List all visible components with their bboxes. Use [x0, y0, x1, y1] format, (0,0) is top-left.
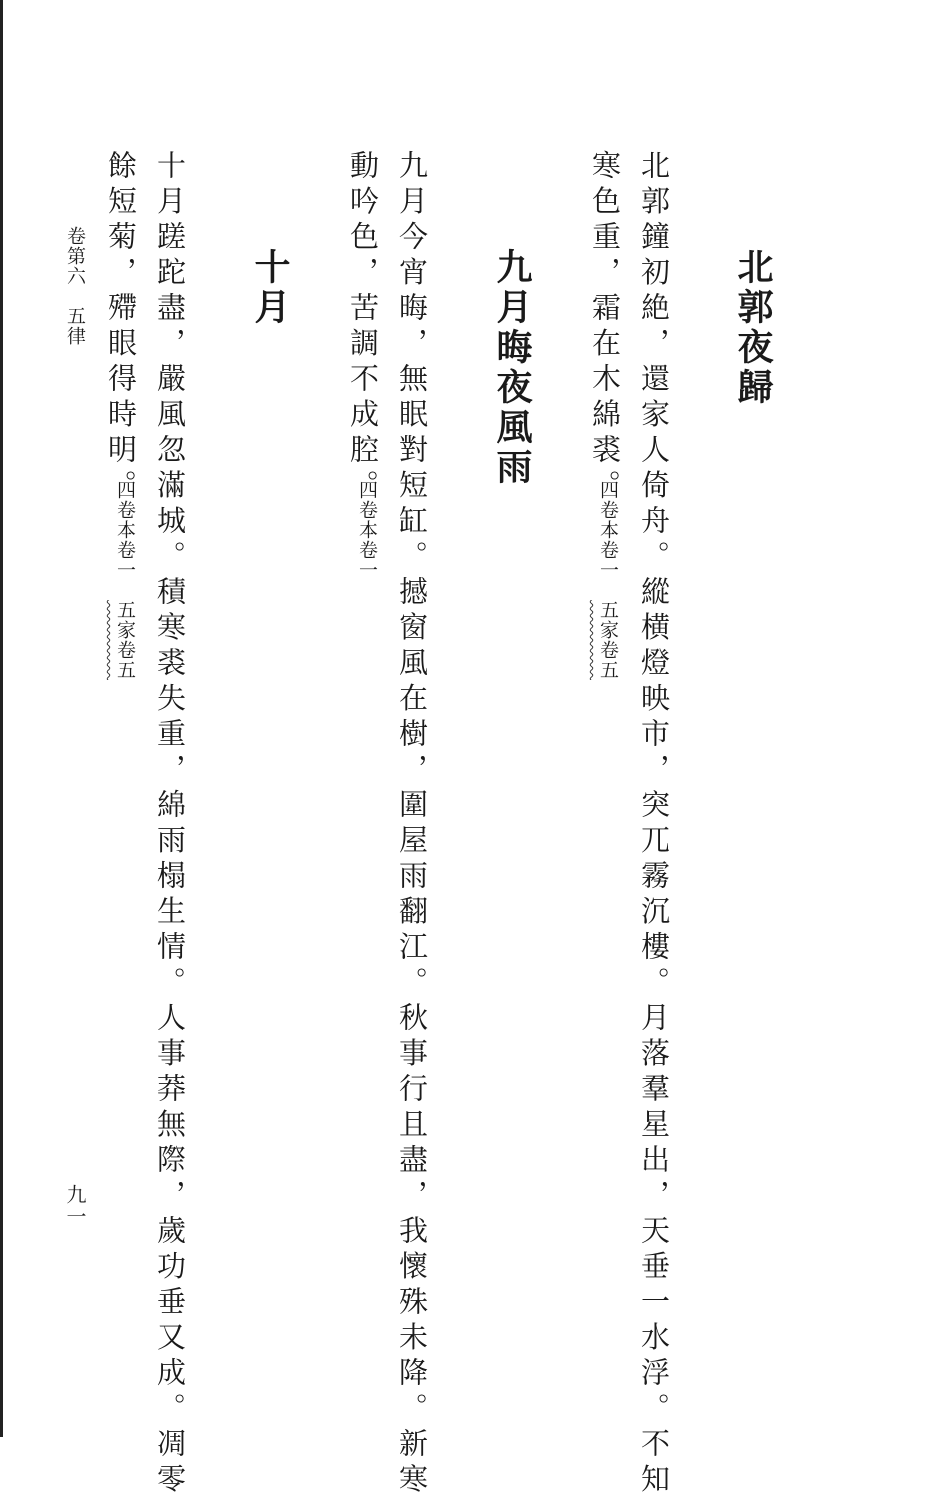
- poem-line: 十月蹉跎盡，嚴風忽滿城。積寒裘失重，綿雨榻生情。人事莽無際，歲功垂又成。凋零: [153, 150, 187, 1499]
- source-note-wavy: 五家卷五: [597, 600, 619, 680]
- poem-title-jiuyue: 九月晦夜風雨: [491, 248, 533, 488]
- source-note-gap: [597, 580, 619, 600]
- source-note: [356, 480, 378, 580]
- source-note-gap: [114, 580, 136, 600]
- source-note-main: 四卷本卷一: [597, 480, 619, 580]
- page-number: 九一: [63, 1184, 87, 1228]
- poem-line: 餘短菊，殢眼得時明。: [104, 150, 138, 505]
- poem-line: 九月今宵晦，無眠對短缸。撼窗風在樹，圍屋雨翻江。秋事行且盡，我懷殊未降。新寒: [395, 150, 429, 1499]
- poem-line: 北郭鐘初絶，還家人倚舟。縱横燈映市，突兀霧沉樓。月落羣星出，天垂一水浮。不知: [637, 150, 671, 1499]
- source-note-wavy: 五家卷五: [114, 600, 136, 680]
- source-note: [597, 480, 619, 680]
- source-note-main: 四卷本卷一: [114, 480, 136, 580]
- poem-line: 動吟色，苦調不成腔。: [346, 150, 380, 505]
- page-edge-line: [0, 0, 3, 1437]
- poem-title-shiyue: 十月: [249, 248, 291, 328]
- running-head: 卷第六 五律: [64, 226, 86, 346]
- poem-title-beiguo: 北郭夜歸: [732, 248, 774, 408]
- poem-line: 寒色重，霜在木綿裘。: [588, 150, 622, 505]
- source-note-main: 四卷本卷一: [356, 480, 378, 580]
- source-note: [114, 480, 136, 680]
